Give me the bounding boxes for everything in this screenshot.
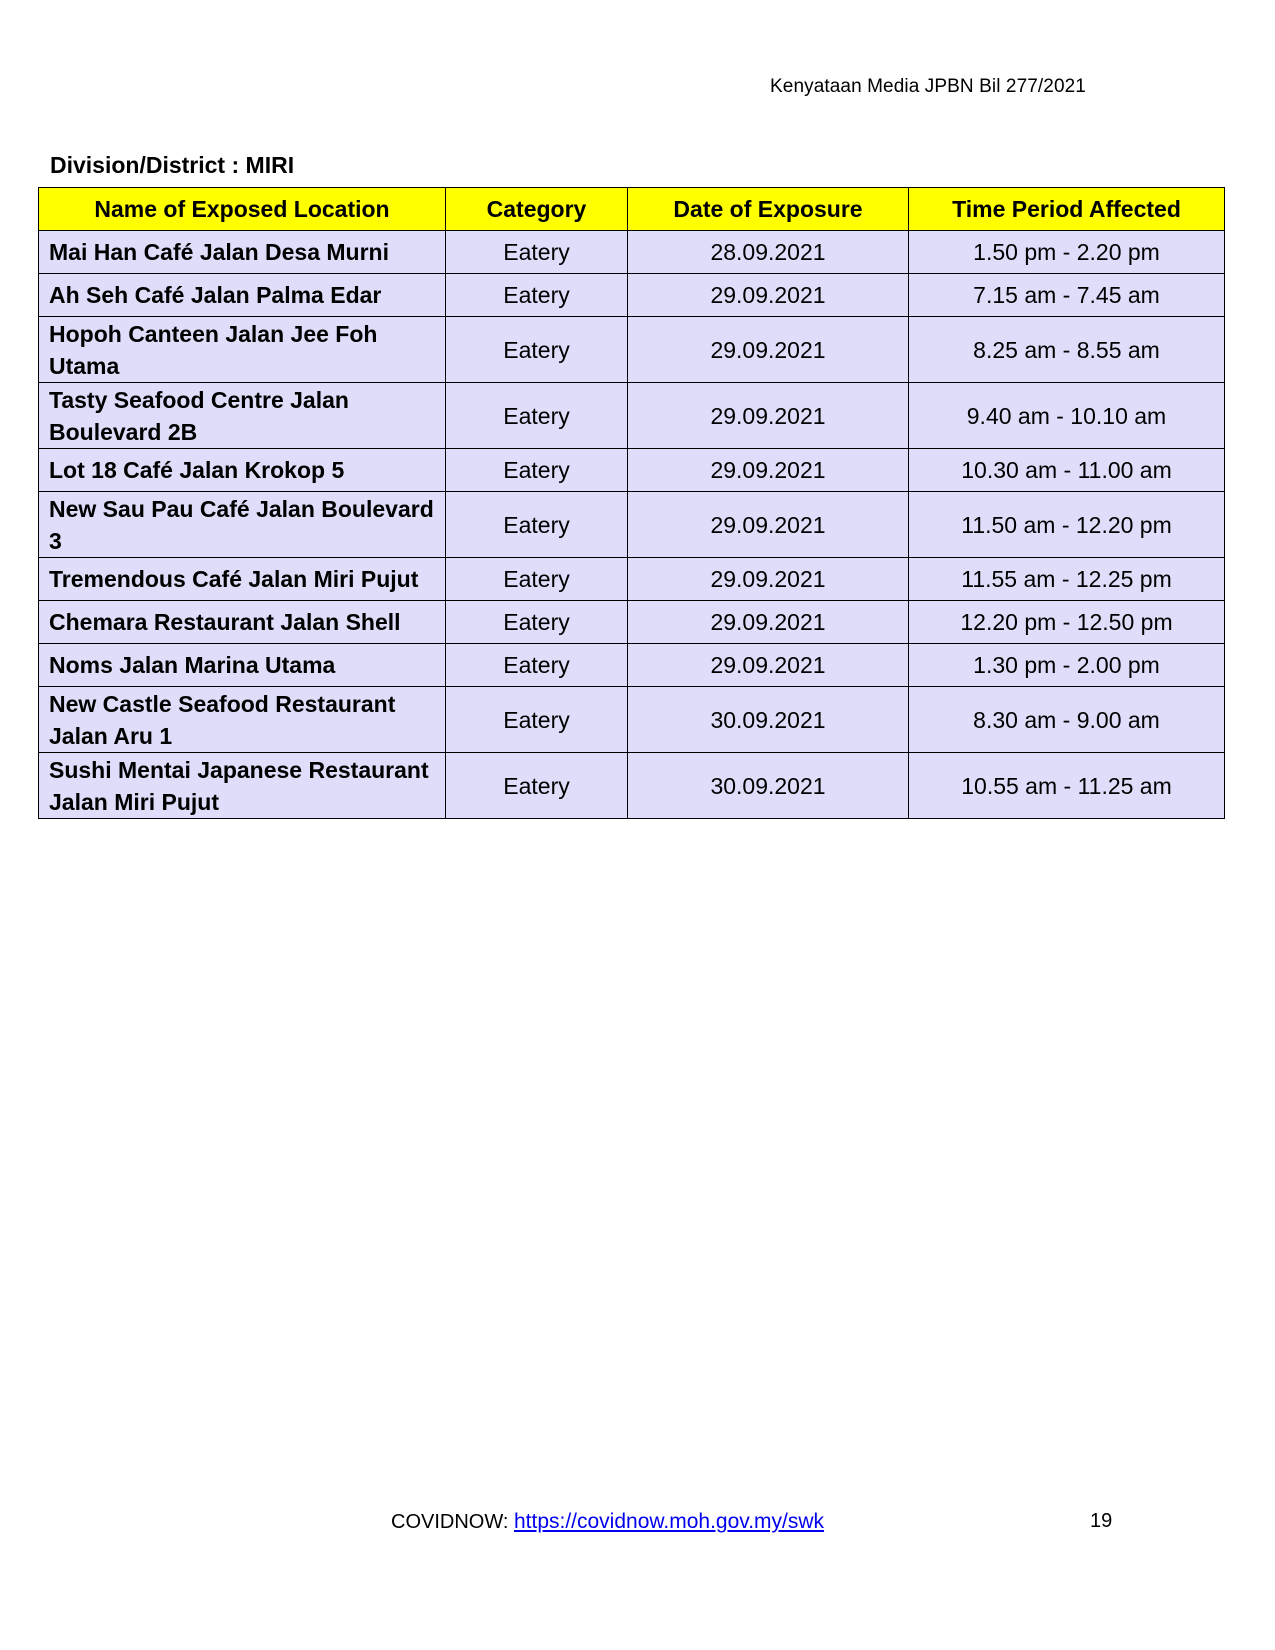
time-cell: 8.30 am - 9.00 am: [909, 687, 1225, 753]
table-row: [39, 317, 1225, 383]
table-row: [39, 449, 1225, 492]
table-row: [39, 753, 1225, 819]
time-cell: 12.20 pm - 12.50 pm: [909, 601, 1225, 644]
location-cell: Ah Seh Café Jalan Palma Edar: [39, 274, 446, 317]
location-cell: Tasty Seafood Centre Jalan Boulevard 2B: [39, 383, 446, 449]
category-cell: Eatery: [446, 317, 628, 383]
exposure-table: [38, 187, 1225, 819]
column-header-category: Category: [446, 188, 628, 231]
location-cell: Mai Han Café Jalan Desa Murni: [39, 231, 446, 274]
time-cell: 11.55 am - 12.25 pm: [909, 558, 1225, 601]
location-cell: Tremendous Café Jalan Miri Pujut: [39, 558, 446, 601]
category-cell: Eatery: [446, 383, 628, 449]
column-header-location: Name of Exposed Location: [39, 188, 446, 231]
location-cell: Hopoh Canteen Jalan Jee Foh Utama: [39, 317, 446, 383]
time-cell: 10.30 am - 11.00 am: [909, 449, 1225, 492]
date-cell: 29.09.2021: [628, 383, 909, 449]
category-cell: Eatery: [446, 753, 628, 819]
category-cell: Eatery: [446, 449, 628, 492]
date-cell: 30.09.2021: [628, 753, 909, 819]
date-cell: 29.09.2021: [628, 601, 909, 644]
category-cell: Eatery: [446, 231, 628, 274]
time-cell: 1.30 pm - 2.00 pm: [909, 644, 1225, 687]
district-heading: Division/District : MIRI: [50, 152, 295, 178]
category-cell: Eatery: [446, 687, 628, 753]
column-header-date: Date of Exposure: [628, 188, 909, 231]
time-cell: 8.25 am - 8.55 am: [909, 317, 1225, 383]
date-cell: 29.09.2021: [628, 449, 909, 492]
table-row: [39, 558, 1225, 601]
page-number: 19: [1090, 1510, 1113, 1532]
category-cell: Eatery: [446, 274, 628, 317]
table-header-row: [39, 188, 1225, 231]
column-header-time: Time Period Affected: [909, 188, 1225, 231]
location-cell: New Castle Seafood Restaurant Jalan Aru 1: [39, 687, 446, 753]
date-cell: 29.09.2021: [628, 317, 909, 383]
date-cell: 29.09.2021: [628, 274, 909, 317]
location-cell: Sushi Mentai Japanese Restaurant Jalan Miri Pujut: [39, 753, 446, 819]
table-row: [39, 231, 1225, 274]
time-cell: 11.50 am - 12.20 pm: [909, 492, 1225, 558]
table-row: [39, 687, 1225, 753]
date-cell: 28.09.2021: [628, 231, 909, 274]
covidnow-link[interactable]: https://covidnow.moh.gov.my/swk: [513, 1510, 825, 1533]
footer-label: COVIDNOW:: [391, 1511, 514, 1533]
category-cell: Eatery: [446, 644, 628, 687]
time-cell: 1.50 pm - 2.20 pm: [909, 231, 1225, 274]
location-cell: Lot 18 Café Jalan Krokop 5: [39, 449, 446, 492]
time-cell: 7.15 am - 7.45 am: [909, 274, 1225, 317]
table-row: [39, 601, 1225, 644]
date-cell: 29.09.2021: [628, 558, 909, 601]
table-row: [39, 644, 1225, 687]
document-reference: Kenyataan Media JPBN Bil 277/2021: [770, 76, 1086, 97]
location-cell: New Sau Pau Café Jalan Boulevard 3: [39, 492, 446, 558]
time-cell: 9.40 am - 10.10 am: [909, 383, 1225, 449]
table-row: [39, 383, 1225, 449]
footer-source: [391, 1510, 824, 1534]
category-cell: Eatery: [446, 492, 628, 558]
category-cell: Eatery: [446, 601, 628, 644]
date-cell: 29.09.2021: [628, 644, 909, 687]
category-cell: Eatery: [446, 558, 628, 601]
location-cell: Noms Jalan Marina Utama: [39, 644, 446, 687]
date-cell: 30.09.2021: [628, 687, 909, 753]
date-cell: 29.09.2021: [628, 492, 909, 558]
location-cell: Chemara Restaurant Jalan Shell: [39, 601, 446, 644]
time-cell: 10.55 am - 11.25 am: [909, 753, 1225, 819]
table-row: [39, 492, 1225, 558]
table-row: [39, 274, 1225, 317]
